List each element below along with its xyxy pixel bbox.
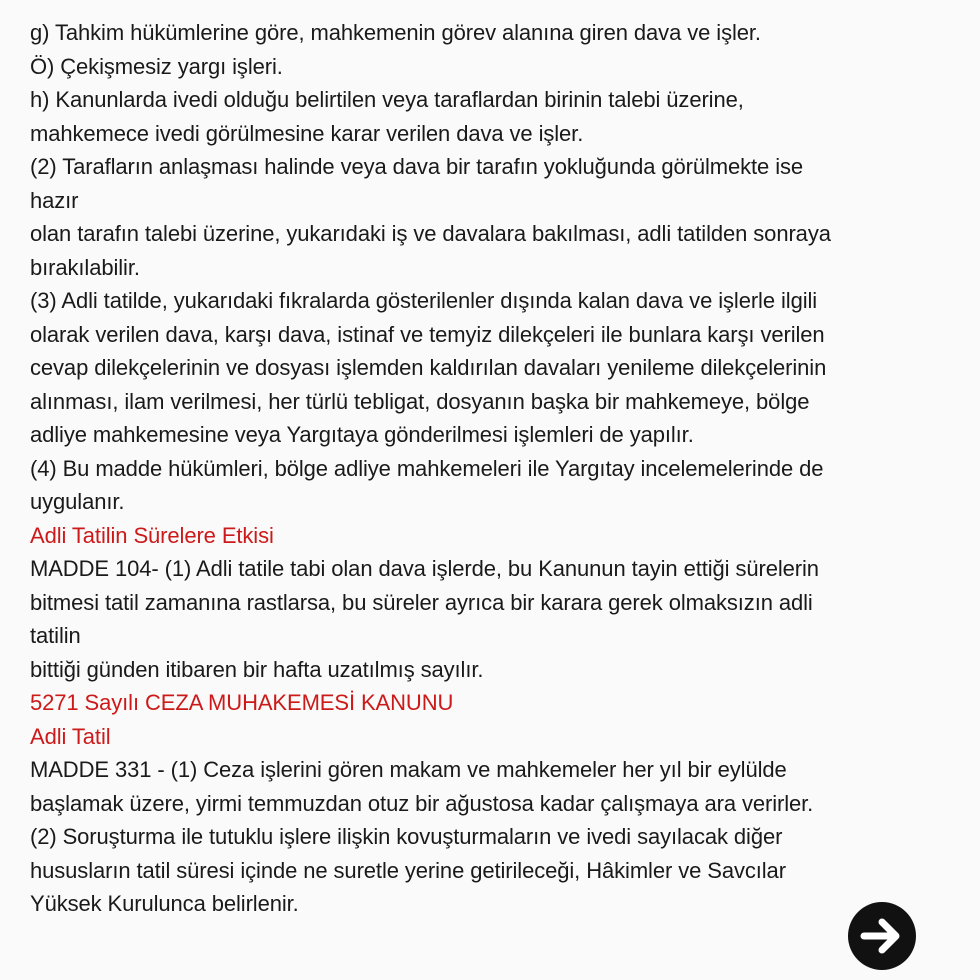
paragraph-line: h) Kanunlarda ivedi olduğu belirtilen veya taraflardan birinin talebi üzerine, bbox=[30, 87, 744, 112]
paragraph-line: hususların tatil süresi içinde ne suretle yerine getirileceği, Hâkimler ve Savcılar bbox=[30, 857, 786, 883]
paragraph-line: bitmesi tatil zamanına rastlarsa, bu süreler ayrıca bir karara gerek olmaksızın adli bbox=[30, 589, 813, 615]
section-heading: Adli Tatilin Sürelere Etkisi bbox=[30, 522, 274, 548]
paragraph-line: başlamak üzere, yirmi temmuzdan otuz bir ağustosa kadar çalışmaya ara verirler. bbox=[30, 790, 814, 816]
paragraph-line: adliye mahkemesine veya Yargıtaya gönderilmesi işlemleri de yapılır. bbox=[30, 422, 694, 447]
section-heading: 5271 Sayılı CEZA MUHAKEMESİ KANUNU bbox=[30, 690, 454, 715]
paragraph-line: uygulanır. bbox=[30, 489, 125, 514]
paragraph-line: olarak verilen dava, karşı dava, istinaf ve temyiz dilekçeleri ile bunlara karşı verilen bbox=[30, 321, 825, 347]
next-page-button[interactable] bbox=[848, 902, 916, 970]
paragraph-line: Yüksek Kurulunca belirlenir. bbox=[30, 891, 299, 916]
paragraph-line: mahkemece ivedi görülmesine karar verilen dava ve işler. bbox=[30, 120, 584, 146]
paragraph-line: tatilin bbox=[30, 623, 81, 648]
paragraph-line: (2) Soruşturma ile tutuklu işlere ilişkin kovuşturmaların ve ivedi sayılacak diğer bbox=[30, 824, 783, 849]
paragraph-line: bırakılabilir. bbox=[30, 254, 140, 280]
paragraph-line: Ö) Çekişmesiz yargı işleri. bbox=[30, 53, 283, 79]
paragraph-line: alınması, ilam verilmesi, her türlü tebligat, dosyanın başka bir mahkemeye, bölge bbox=[30, 388, 810, 414]
paragraph-line: (4) Bu madde hükümleri, bölge adliye mahkemeleri ile Yargıtay incelemelerinde de bbox=[30, 455, 824, 481]
paragraph-line: (3) Adli tatilde, yukarıdaki fıkralarda gösterilenler dışında kalan dava ve işlerle ilgili bbox=[30, 288, 818, 313]
section-heading: Adli Tatil bbox=[30, 723, 111, 749]
paragraph-line: (2) Tarafların anlaşması halinde veya dava bir tarafın yokluğunda görülmekte ise bbox=[30, 154, 804, 179]
paragraph-line: olan tarafın talebi üzerine, yukarıdaki iş ve davalara bakılması, adli tatilden sonraya bbox=[30, 221, 831, 246]
arrow-right-icon bbox=[860, 916, 904, 956]
paragraph-line: cevap dilekçelerinin ve dosyası işlemden kaldırılan davaları yenileme dilekçelerinin bbox=[30, 355, 827, 380]
paragraph-line: g) Tahkim hükümlerine göre, mahkemenin görev alanına giren dava ve işler. bbox=[30, 20, 761, 45]
document-body bbox=[30, 16, 950, 921]
paragraph-line: hazır bbox=[30, 187, 79, 213]
paragraph-line: MADDE 104- (1) Adli tatile tabi olan dava işlerde, bu Kanunun tayin ettiği sürelerin bbox=[30, 556, 819, 581]
paragraph-line: bittiği günden itibaren bir hafta uzatılmış sayılır. bbox=[30, 656, 484, 682]
paragraph-line: MADDE 331 - (1) Ceza işlerini gören makam ve mahkemeler her yıl bir eylülde bbox=[30, 757, 787, 782]
